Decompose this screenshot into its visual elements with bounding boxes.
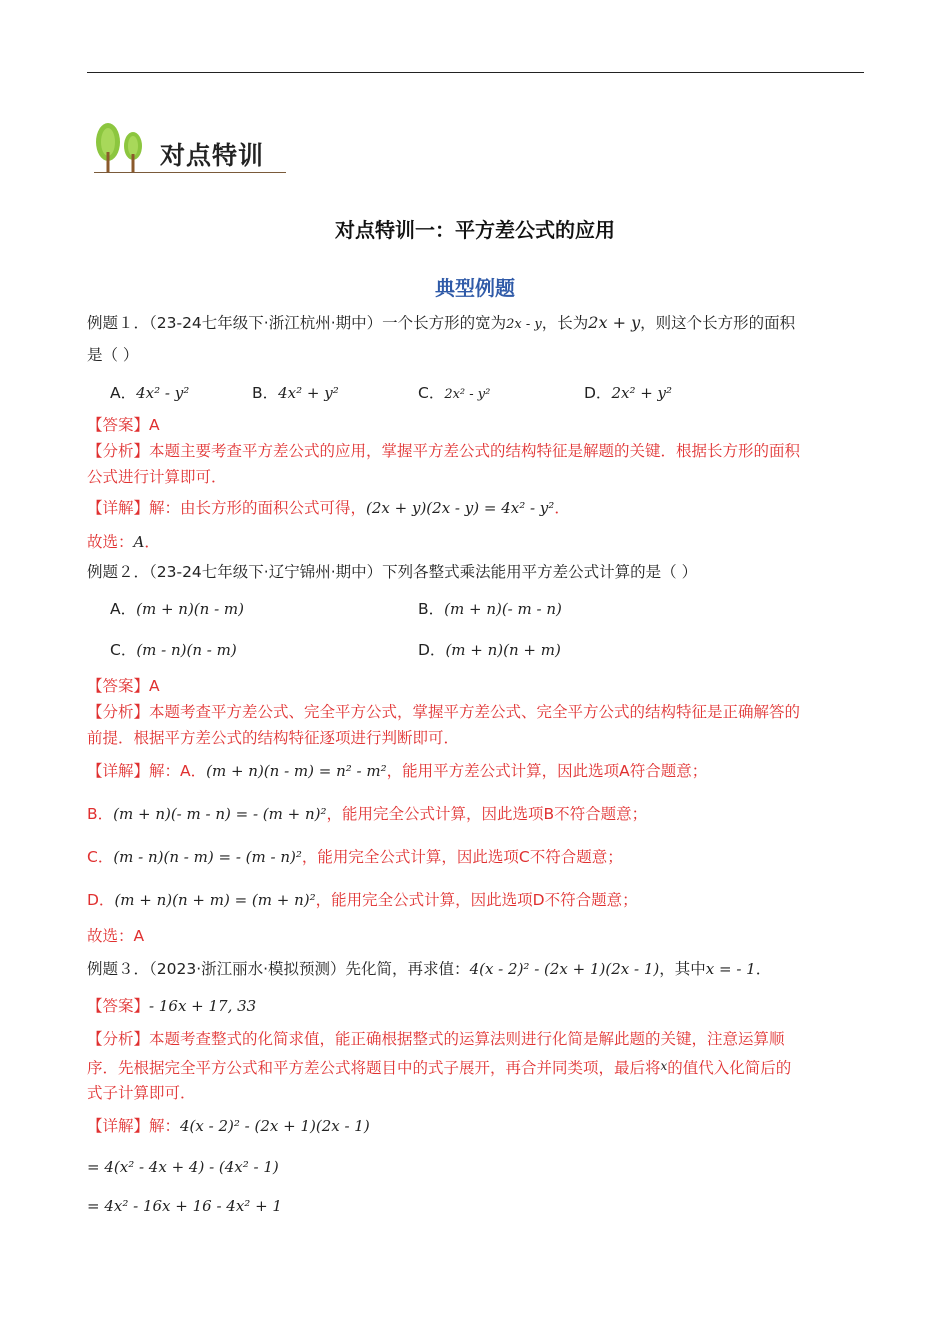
top-rule	[87, 72, 864, 73]
ex2-conclusion: 故选：A	[87, 927, 145, 945]
ex1-answer: 【答案】A	[87, 416, 160, 434]
ex1-detail: 【详解】解：由长方形的面积公式可得，(2x + y)(2x - y) = 4x² - y²．	[87, 499, 570, 517]
tree-icon	[90, 118, 160, 178]
badge-title: 对点特训	[160, 141, 265, 170]
ex3-analysis-3: 式子计算即可．	[87, 1084, 196, 1102]
ex2-answer: 【答案】A	[87, 677, 160, 695]
ex1-option-d[interactable]: D．2x² + y²	[584, 384, 673, 402]
ex3-question: 例题３．（2023·浙江丽水·模拟预测）先化简，再求值：4(x - 2)² - (2x + 1)(2x - 1)，其中x = - 1．	[87, 960, 772, 978]
ex2-detail-c: C．(m - n)(n - m) = - (m - n)²，能用完全公式计算，因此选项C不符合题意；	[87, 848, 623, 866]
ex2-analysis-2: 前提．根据平方差公式的结构特征逐项进行判断即可．	[87, 729, 460, 747]
badge-underline	[94, 172, 286, 173]
ex1-question: 例题１．（23-24七年级下·浙江杭州·期中）一个长方形的宽为2x - y，长为2x + y，则这个长方形的面积	[87, 313, 796, 332]
ex3-analysis-1: 【分析】本题考查整式的化简求值，能正确根据整式的运算法则进行化简是解此题的关键，注意运算顺	[87, 1030, 785, 1048]
ex3-analysis-2: 序．先根据完全平方公式和平方差公式将题目中的式子展开，再合并同类项，最后将x的值代入化简后的	[87, 1059, 792, 1077]
ex1-question-cont: 是（ ）	[87, 346, 139, 364]
section-title: 对点特训一：平方差公式的应用	[335, 218, 615, 242]
ex2-detail-a: 【详解】解：A．(m + n)(n - m) = n² - m²，能用平方差公式计算，因此选项A符合题意；	[87, 762, 708, 780]
ex3-step-2: = 4x² - 16x + 16 - 4x² + 1	[87, 1197, 282, 1215]
ex1-conclusion: 故选：A．	[87, 533, 160, 551]
ex1-option-a[interactable]: A．4x² - y²	[110, 384, 190, 402]
ex2-option-d[interactable]: D．(m + n)(n + m)	[418, 641, 561, 659]
ex3-answer: 【答案】- 16x + 17, 33	[87, 997, 257, 1015]
ex1-analysis-2: 公式进行计算即可．	[87, 468, 227, 486]
ex2-detail-d: D．(m + n)(n + m) = (m + n)²，能用完全公式计算，因此选项D不符合题意；	[87, 891, 638, 909]
ex2-option-a[interactable]: A．(m + n)(n - m)	[110, 600, 244, 618]
subsection-title: 典型例题	[435, 276, 515, 300]
ex2-detail-b: B．(m + n)(- m - n) = - (m + n)²，能用完全公式计算，因此选项B不符合题意；	[87, 805, 648, 823]
ex1-option-b[interactable]: B．4x² + y²	[252, 384, 339, 402]
ex3-step-1: = 4(x² - 4x + 4) - (4x² - 1)	[87, 1158, 279, 1176]
ex2-analysis-1: 【分析】本题考查平方差公式、完全平方公式，掌握平方差公式、完全平方公式的结构特征是正确解答的	[87, 703, 801, 721]
ex1-option-c[interactable]: C．2x² - y²	[418, 384, 491, 402]
ex2-option-c[interactable]: C．(m - n)(n - m)	[110, 641, 237, 659]
ex2-option-b[interactable]: B．(m + n)(- m - n)	[418, 600, 562, 618]
ex1-analysis-1: 【分析】本题主要考查平方差公式的应用，掌握平方差公式的结构特征是解题的关键．根据长方形的面积	[87, 442, 801, 460]
ex2-question: 例题２．（23-24七年级下·辽宁锦州·期中）下列各整式乘法能用平方差公式计算的是（ ）	[87, 563, 698, 581]
ex3-detail: 【详解】解：4(x - 2)² - (2x + 1)(2x - 1)	[87, 1117, 370, 1135]
